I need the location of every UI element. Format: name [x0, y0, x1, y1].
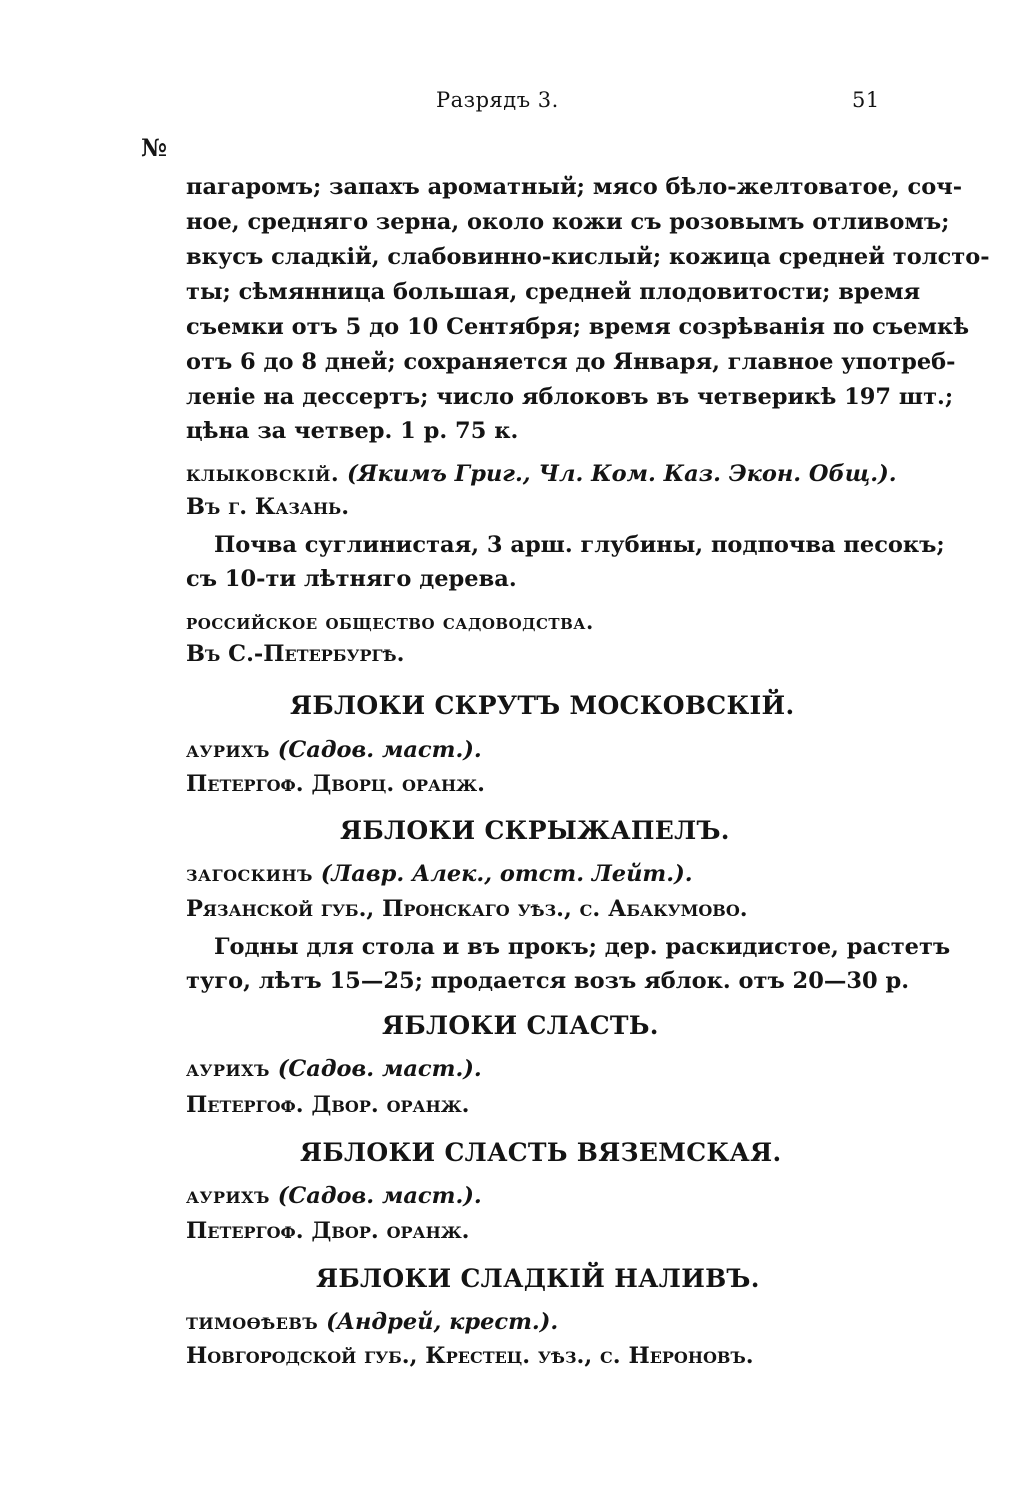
contributor-title: (Садов. маст.). — [277, 737, 482, 763]
paragraph-line: цѣна за четвер. 1 р. 75 к. — [186, 418, 519, 444]
section-heading: ЯБЛОКИ СКРУТЪ МОСКОВСКІЙ. — [290, 691, 795, 720]
page-number: 51 — [852, 88, 880, 112]
contributor-name: российское общество садоводства. — [186, 609, 594, 634]
entry-klykovsky — [186, 461, 897, 487]
note-line: съ 10-ти лѣтняго дерева. — [186, 566, 517, 592]
section-heading: ЯБЛОКИ СКРЫЖАПЕЛЪ. — [340, 816, 730, 845]
margin-number-sign: № — [141, 133, 168, 162]
running-title: Разрядъ 3. — [436, 88, 559, 112]
contributor-place: Въ С.-Петербургѣ. — [186, 641, 405, 667]
contributor-title: (Лавр. Алек., отст. Лейт.). — [320, 861, 693, 887]
contributor-title: (Андрей, крест.). — [326, 1309, 559, 1335]
contributor-name: аурихъ — [186, 1183, 270, 1209]
contributor-place: Въ г. Казань. — [186, 494, 350, 520]
contributor-name: аурихъ — [186, 1056, 270, 1082]
section-heading: ЯБЛОКИ СЛАСТЬ. — [382, 1011, 659, 1040]
paragraph-line: вкусъ сладкій, слабовинно-кислый; кожица средней толсто- — [186, 244, 990, 270]
paragraph-line: леніе на дессертъ; число яблоковъ въ четверикѣ 197 шт.; — [186, 384, 954, 410]
contributor-title: (Садов. маст.). — [277, 1183, 482, 1209]
paragraph-line: отъ 6 до 8 дней; сохраняется до Января, главное употреб- — [186, 349, 956, 375]
contributor-name: тимоѳѣевъ — [186, 1309, 319, 1335]
paragraph-line: ты; сѣмянница большая, средней плодовитости; время — [186, 279, 921, 305]
contributor-place: Новгородской губ., Крестец. уѣз., с. Нероновъ. — [186, 1343, 754, 1369]
paragraph-line: съемки отъ 5 до 10 Сентября; время созрѣванія по съемкѣ — [186, 314, 970, 340]
contributor-place: Рязанской губ., Пронскаго уѣз., с. Абакумово. — [186, 896, 748, 922]
paragraph-line: ное, средняго зерна, около кожи съ розовымъ отливомъ; — [186, 209, 950, 235]
paragraph-line: пагаромъ; запахъ ароматный; мясо бѣло-желтоватое, соч- — [186, 174, 963, 200]
entry-slast-vyazemskaya — [186, 1183, 482, 1209]
contributor-name: аурихъ — [186, 737, 270, 763]
contributor-name: загоскинъ — [186, 861, 313, 887]
contributor-title: (Садов. маст.). — [277, 1056, 482, 1082]
entry-skrut — [186, 737, 482, 763]
contributor-place: Петергоф. Двор. оранж. — [186, 1218, 470, 1244]
section-heading: ЯБЛОКИ СЛАДКІЙ НАЛИВЪ. — [316, 1264, 760, 1293]
contributor-place: Петергоф. Двор. оранж. — [186, 1092, 470, 1118]
entry-skryzhapel — [186, 861, 693, 887]
note-line: Почва суглинистая, 3 арш. глубины, подпочва песокъ; — [214, 532, 945, 558]
note-line: туго, лѣтъ 15—25; продается возъ яблок. отъ 20—30 р. — [186, 968, 910, 994]
entry-slast — [186, 1056, 482, 1082]
section-heading: ЯБЛОКИ СЛАСТЬ ВЯЗЕМСКАЯ. — [300, 1138, 782, 1167]
contributor-title: (Якимъ Григ., Чл. Ком. Каз. Экон. Общ.). — [347, 461, 897, 487]
note-line: Годны для стола и въ прокъ; дер. раскидистое, растетъ — [214, 934, 951, 960]
contributor-place: Петергоф. Дворц. оранж. — [186, 771, 485, 797]
contributor-name: клыковскій. — [186, 461, 340, 487]
entry-sladky-naliv — [186, 1309, 558, 1335]
